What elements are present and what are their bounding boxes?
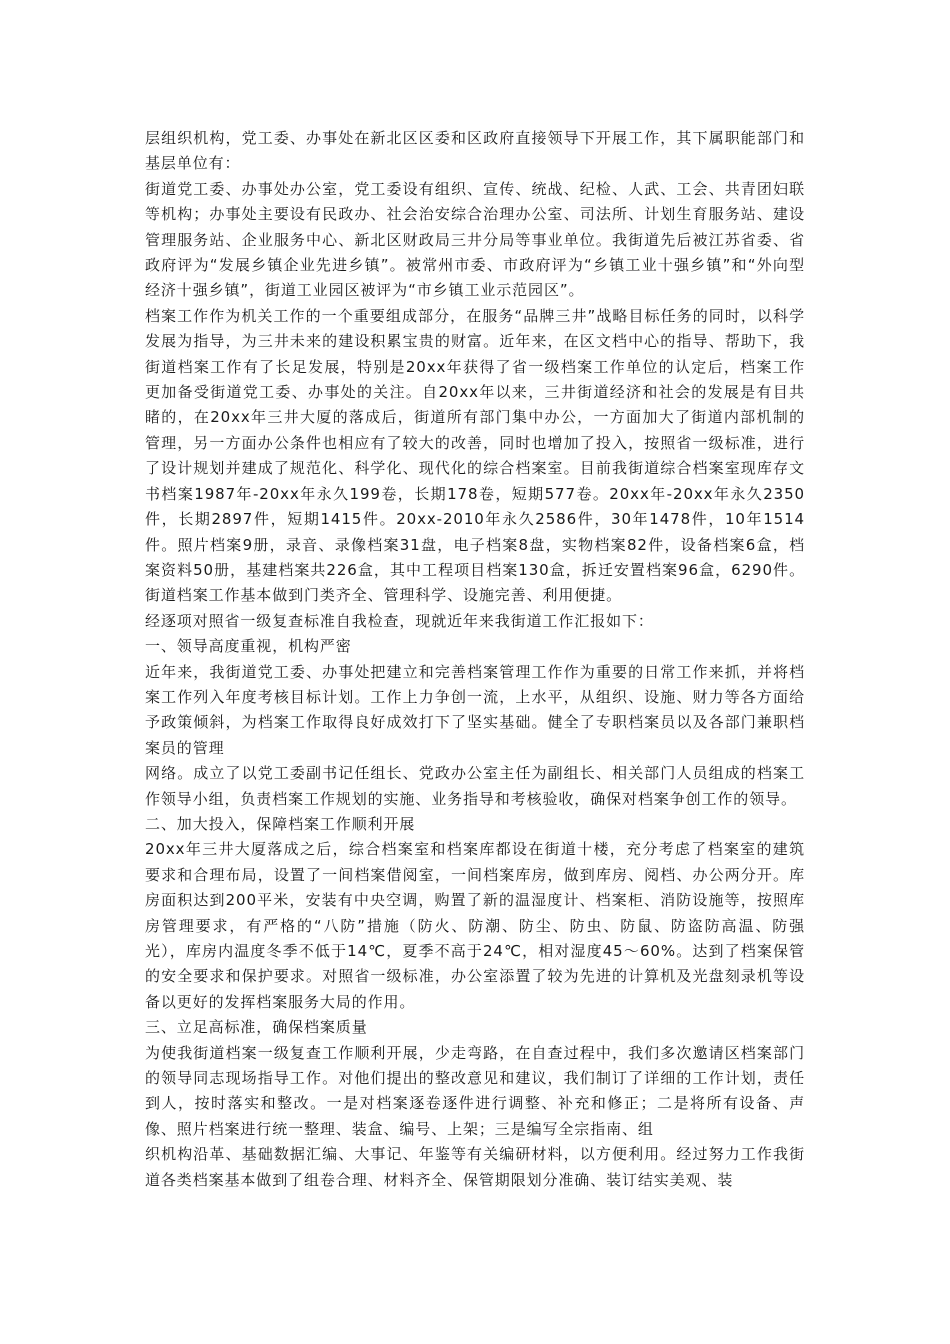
section-heading-3: 三、立足高标准，确保档案质量 xyxy=(145,1018,368,1037)
paragraph-quality: 为使我街道档案一级复查工作顺利开展，少走弯路，在自查过程中，我们多次邀请区档案部门的领导同志现场指导工作。对他们提出的整改意见和建议，我们制订了详细的工作计划，责任到人，按时落实和整改。一是对档案逐卷逐件进行调整、补充和修正；二是将所有设备、声像、照片档案进行统一整理、装盒、编号、上架；三是编写全宗指南、组 xyxy=(145,1043,805,1138)
paragraph-archive-overview: 档案工作作为机关工作的一个重要组成部分，在服务“品牌三井”战略目标任务的同时，以科学发展为指导，为三井未来的建设积累宝贵的财富。近年来，在区文档中心的指导、帮助下，我街道档案工作有了长足发展，特别是20xx年获得了省一级档案工作单位的认定后，档案工作更加备受街道党工委、办事处的关注。自20xx年以来，三井街道经济和社会的发展是有目共睹的，在20xx年三井大厦的落成后，街道所有部门集中办公，一方面加大了街道内部机制的管理，另一方面办公条件也相应有了较大的改善，同时也增加了投入，按照省一级标准，进行了设计规划并建成了规范化、科学化、现代化的综合档案室。目前我街道综合档案室现库存文书档案1987年-20xx年永久199卷，长期178卷，短期577卷。20xx年-20xx年永久2350件，长期2897件，短期1415件。20xx-2010年永久2586件，30年1478件，10年1514件。照片档案9册，录音、录像档案31盘，电子档案8盘，实物档案82件，设备档案6盒，档案资料50册，基建档案共226盒，其中工程项目档案130盒，拆迁安置档案96盒，6290件。街道档案工作基本做到门类齐全、管理科学、设施完善、利用便捷。 xyxy=(145,306,805,605)
document-body xyxy=(145,126,805,1193)
paragraph-org-units: 街道党工委、办事处办公室，党工委设有组织、宣传、统战、纪检、人武、工会、共青团妇联等机构；办事处主要设有民政办、社会治安综合治理办公室、司法所、计划生育服务站、建设管理服务站、企业服务中心、新北区财政局三井分局等事业单位。我街道先后被江苏省委、省政府评为“发展乡镇企业先进乡镇”。被常州市委、市政府评为“乡镇工业十强乡镇”和“外向型经济十强乡镇”，街道工业园区被评为“市乡镇工业示范园区”。 xyxy=(145,179,805,300)
paragraph-network: 网络。成立了以党工委副书记任组长、党政办公室主任为副组长、相关部门人员组成的档案工作领导小组，负责档案工作规划的实施、业务指导和考核验收，确保对档案争创工作的领导。 xyxy=(145,764,805,808)
section-heading-2: 二、加大投入，保障档案工作顺利开展 xyxy=(145,814,416,833)
paragraph-report-intro: 经逐项对照省一级复查标准自我检查，现就近年来我街道工作汇报如下： xyxy=(145,611,654,630)
paragraph-quality-cont: 织机构沿革、基础数据汇编、大事记、年鉴等有关编研材料，以方便利用。经过努力工作我街道各类档案基本做到了组卷合理、材料齐全、保管期限划分准确、装订结实美观、装 xyxy=(145,1145,805,1189)
paragraph-investment: 20xx年三井大厦落成之后，综合档案室和档案库都设在街道十楼，充分考虑了档案室的建筑要求和合理布局，设置了一间档案借阅室，一间档案库房，做到库房、阅档、办公两分开。库房面积达到200平米，安装有中央空调，购置了新的温湿度计、档案柜、消防设施等，按照库房管理要求，有严格的“八防”措施（防火、防潮、防尘、防虫、防鼠、防盗防高温、防强光），库房内温度冬季不低于14℃，夏季不高于24℃，相对湿度45～60%。达到了档案保管的安全要求和保护要求。对照省一级标准，办公室添置了较为先进的计算机及光盘刻录机等设备以更好的发挥档案服务大局的作用。 xyxy=(145,840,805,1011)
section-heading-1: 一、领导高度重视，机构严密 xyxy=(145,637,352,656)
paragraph-org-intro: 层组织机构，党工委、办事处在新北区区委和区政府直接领导下开展工作，其下属职能部门和基层单位有： xyxy=(145,129,805,173)
paragraph-leadership: 近年来，我街道党工委、办事处把建立和完善档案管理工作作为重要的日常工作来抓，并将档案工作列入年度考核目标计划。工作上力争创一流，上水平，从组织、设施、财力等各方面给予政策倾斜，为档案工作取得良好成效打下了坚实基础。健全了专职档案员以及各部门兼职档案员的管理 xyxy=(145,662,805,757)
